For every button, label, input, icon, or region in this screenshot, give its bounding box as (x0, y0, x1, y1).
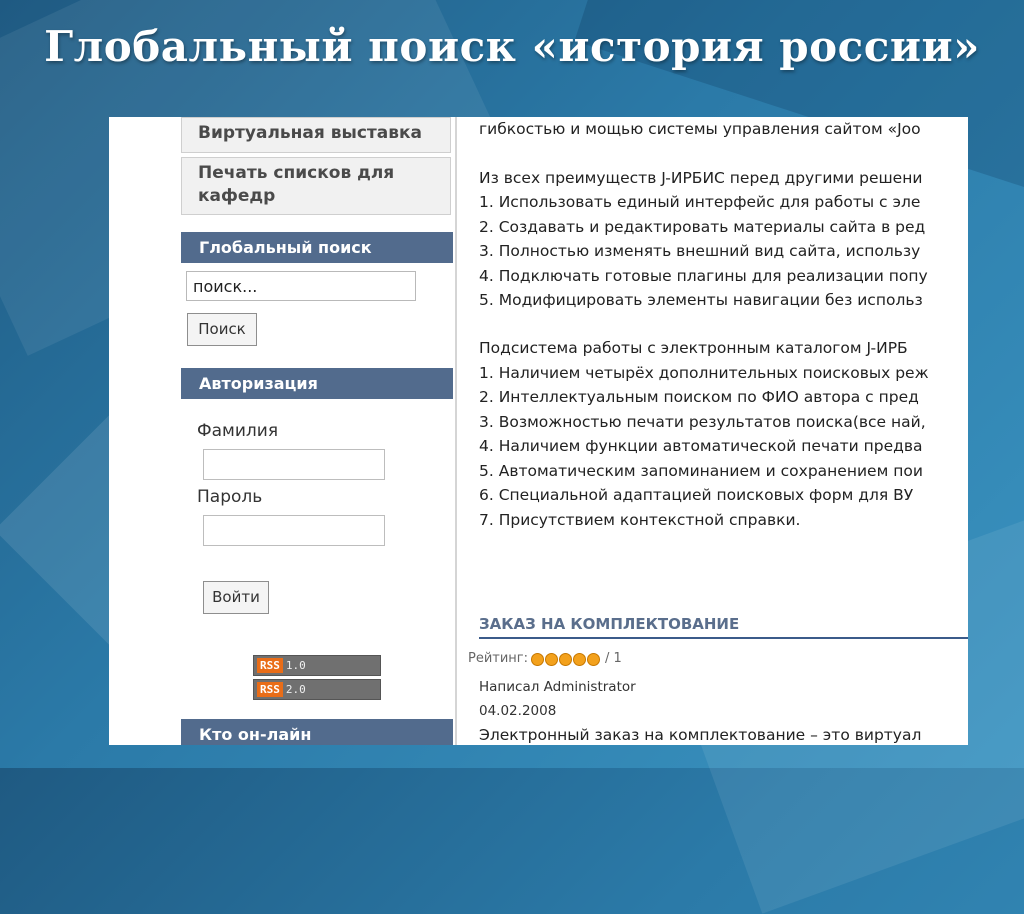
rss-icon: RSS (257, 658, 283, 673)
rss-version: 1.0 (285, 659, 306, 672)
search-button[interactable]: Поиск (187, 313, 257, 346)
content-line: 2. Создавать и редактировать материалы сайта в ред (479, 218, 926, 236)
menu-item-print-lists[interactable]: Печать списков для кафедр (181, 157, 451, 215)
who-online-header: Кто он-лайн (181, 719, 453, 745)
rating (468, 647, 622, 672)
menu-item-virtual-exhibition[interactable]: Виртуальная выставка (181, 117, 451, 153)
password-field[interactable] (203, 515, 385, 546)
content-line: 4. Наличием функции автоматической печати предва (479, 437, 923, 455)
global-search-header: Глобальный поиск (181, 232, 453, 263)
star-icon (531, 653, 544, 666)
content-line: 6. Специальной адаптацией поисковых форм для ВУ (479, 486, 914, 504)
content-line: 3. Полностью изменять внешний вид сайта, использу (479, 242, 921, 260)
search-input[interactable] (186, 271, 416, 301)
star-icon (587, 653, 600, 666)
content-line: 2. Интеллектуальным поиском по ФИО автора с пред (479, 388, 919, 406)
content-line: 5. Модифицировать элементы навигации без использ (479, 291, 923, 309)
star-icon (573, 653, 586, 666)
authorization-header: Авторизация (181, 368, 453, 399)
content-line: Подсистема работы с электронным каталогом J-ИРБ (479, 339, 908, 357)
content-line: Из всех преимуществ J-ИРБИС перед другими решени (479, 169, 923, 187)
main-content (468, 117, 968, 745)
article-author: Написал Administrator (479, 679, 636, 695)
rss-icon: RSS (257, 682, 283, 697)
article-intro: Электронный заказ на комплектование – это виртуал (479, 726, 922, 744)
article-date: 04.02.2008 (479, 703, 557, 719)
rating-stars-icon (531, 653, 601, 666)
content-line: 1. Использовать единый интерфейс для работы с эле (479, 193, 921, 211)
rss-version: 2.0 (285, 683, 306, 696)
content-line: 7. Присутствием контекстной справки. (479, 511, 801, 529)
rss-feed-button[interactable] (253, 655, 381, 676)
star-icon (559, 653, 572, 666)
password-label: Пароль (197, 487, 263, 507)
content-line: 1. Наличием четырёх дополнительных поисковых реж (479, 364, 929, 382)
content-line: гибкостью и мощью системы управления сайтом «Joo (479, 120, 921, 138)
star-icon (545, 653, 558, 666)
column-divider (455, 117, 457, 745)
rating-count: / 1 (605, 651, 622, 666)
content-line: 5. Автоматическим запоминанием и сохранением пои (479, 462, 923, 480)
rating-label: Рейтинг: (468, 651, 529, 666)
article-heading[interactable]: ЗАКАЗ НА КОМПЛЕКТОВАНИЕ (479, 611, 968, 639)
surname-label: Фамилия (197, 421, 279, 441)
rss-feed-button[interactable] (253, 679, 381, 700)
login-button[interactable]: Войти (203, 581, 269, 614)
content-line: 4. Подключать готовые плагины для реализации попу (479, 267, 928, 285)
surname-field[interactable] (203, 449, 385, 480)
content-line: 3. Возможностью печати результатов поиска(все най, (479, 413, 926, 431)
slide-title: Глобальный поиск «история россии» (44, 22, 980, 71)
website-screenshot (109, 117, 968, 745)
sidebar (181, 117, 453, 745)
